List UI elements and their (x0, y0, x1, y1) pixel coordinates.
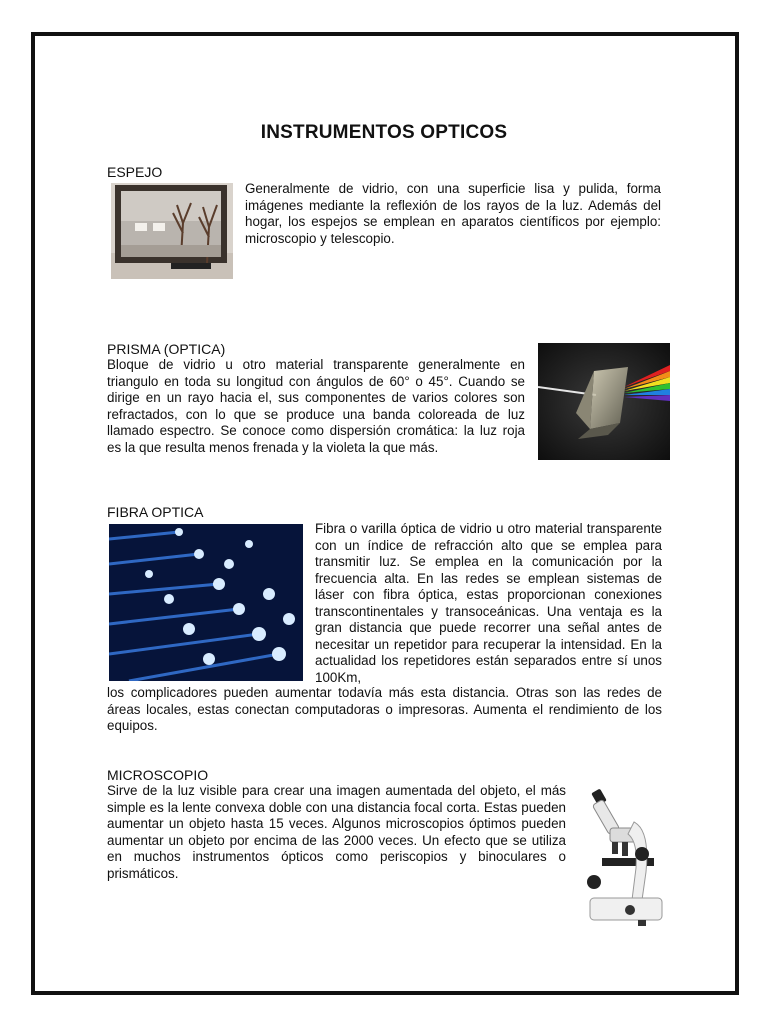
microscope-image (580, 782, 666, 928)
section-heading-microscopio: MICROSCOPIO (107, 767, 209, 783)
paragraph-fibra-wrap: Fibra o varilla óptica de vidrio u otro material transparente con un índice de refracción alto que se emplea para transmitir luz. Se emplea en la comunicación por la frecuencia alta. En las redes se emplean sistemas de láser con fibra óptica, estas proporcionan conexiones transcontinentales y transoceánicas. Una ventaja es la gran distancia que puede recorrer una señal antes de necesitar un repetidor para recuperar la intensidad. En la actualidad los repetidores están separados entre sí unos 100Km, (315, 521, 662, 685)
section-heading-prisma: PRISMA (OPTICA) (107, 341, 226, 357)
paragraph-espejo: Generalmente de vidrio, con una superficie lisa y pulida, forma imágenes mediante la reflexión de los rayos de la luz. Además del hogar, los espejos se emplean en aparatos científicos por ejemplo: microscopio y telescopio. (245, 181, 661, 246)
section-heading-fibra: FIBRA OPTICA (107, 504, 204, 520)
paragraph-prisma: Bloque de vidrio u otro material transparente generalmente en triangulo en toda su longitud con ángulos de 60° o 45°. Cuando se dirige en un rayo hacia el, sus componentes de varios colores son refractados, con lo que se produce una banda coloreada de luz llamado espectro. Se conoce como dispersión cromática: la luz roja es la que resulta menos frenada y la violeta la que más. (107, 357, 525, 455)
section-heading-espejo: ESPEJO (107, 164, 163, 180)
paragraph-fibra-full: los complicadores pueden aumentar todavía más esta distancia. Otras son las redes de áreas locales, estas conectan computadoras o impresoras. Aumenta el rendimiento de los equipos. (107, 685, 662, 733)
mirror-image (111, 183, 233, 279)
fiber-optic-image (109, 524, 303, 681)
document-title: INSTRUMENTOS OPTICOS (260, 122, 508, 143)
prism-image (538, 343, 670, 460)
paragraph-microscopio: Sirve de la luz visible para crear una imagen aumentada del objeto, el más simple es la lente convexa doble con una distancia focal corta. Estas pueden aumentar un objeto hasta 15 veces. Algunos microscopios óptimos pueden aumentar un objeto por encima de las 2000 veces. Un efecto que se utiliza en muchos instrumentos ópticos como periscopios y binoculares o prismáticos. (107, 783, 566, 881)
